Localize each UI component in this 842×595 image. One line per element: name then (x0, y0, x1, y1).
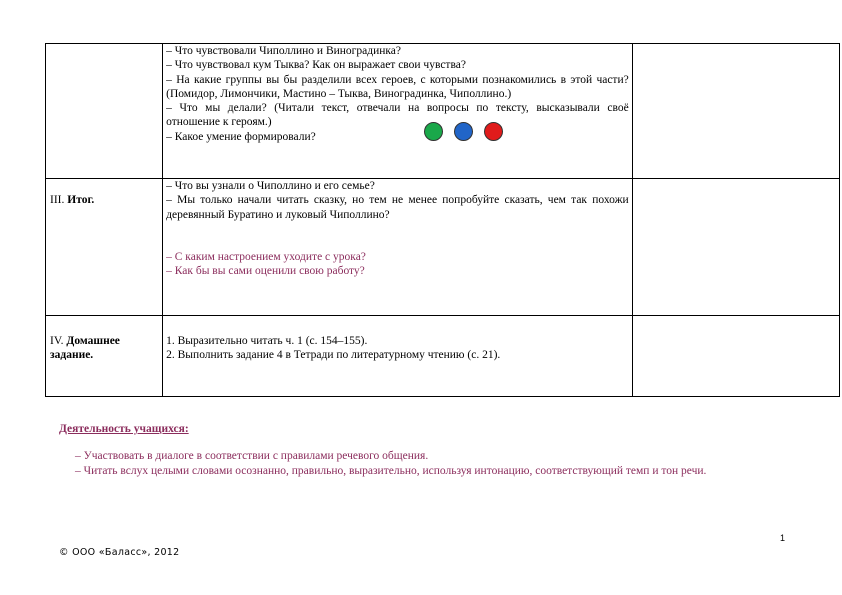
stage-cell (46, 179, 163, 316)
question-line: – Мы только начали читать сказку, но тем не менее попробуйте сказать, чем так похожи деревянный Буратино и луковый Чиполлино? (166, 194, 629, 221)
reflection-line: – С каким настроением уходите с урока? (166, 250, 366, 263)
homework-line: 1. Выразительно читать ч. 1 (с. 154–155). (166, 335, 368, 347)
copyright: © ООО «Баласс», 2012 (59, 547, 180, 558)
red-dot-icon (484, 122, 503, 141)
content-cell (163, 44, 633, 179)
color-dots (424, 122, 503, 141)
question-line-with-dots (166, 130, 629, 144)
table-row (46, 316, 840, 397)
reflection-line: – Как бы вы сами оценили свою работу? (166, 265, 365, 278)
stage-number: IV. (50, 335, 64, 347)
notes-cell (632, 179, 839, 316)
question-text: – Какое умение формировали? (166, 130, 316, 143)
notes-cell (632, 44, 839, 179)
student-activities (59, 422, 789, 479)
table-row (46, 179, 840, 316)
list-item: – Читать вслух целыми словами осознанно, правильно, выразительно, используя интонацию, соответствующий темп и тон речи. (75, 465, 707, 477)
question-line: – Что мы делали? (Читали текст, отвечали на вопросы по тексту, высказывали своё отношение к героям.) (166, 102, 629, 129)
stage-number: III. (50, 194, 65, 206)
homework-line: 2. Выполнить задание 4 в Тетради по литературному чтению (с. 21). (166, 349, 501, 362)
content-cell (163, 316, 633, 397)
question-line: – Что чувствовали Чиполлино и Виноградинка? (166, 45, 402, 57)
activities-list (59, 449, 789, 479)
content-cell (163, 179, 633, 316)
notes-cell (632, 316, 839, 397)
stage-cell (46, 44, 163, 179)
question-line: – На какие группы вы бы разделили всех героев, с которыми познакомились в этой части? (Помидор, Лимончики, Мастино – Тыква, Виноградинка, Чиполлино.) (166, 73, 629, 100)
stage-title: Домашнее задание. (50, 335, 120, 362)
stage-title: Итог. (67, 194, 95, 206)
question-line: – Что вы узнали о Чиполлино и его семье? (166, 180, 375, 192)
lesson-plan-table (45, 43, 840, 397)
page-number: 1 (780, 533, 786, 543)
green-dot-icon (424, 122, 443, 141)
list-item: – Участвовать в диалоге в соответствии с правилами речевого общения. (75, 450, 429, 462)
blue-dot-icon (454, 122, 473, 141)
question-line: – Что чувствовал кум Тыква? Как он выражает свои чувства? (166, 59, 466, 72)
activities-title: Деятельность учащихся: (59, 423, 189, 435)
table-row (46, 44, 840, 179)
stage-cell (46, 316, 163, 397)
